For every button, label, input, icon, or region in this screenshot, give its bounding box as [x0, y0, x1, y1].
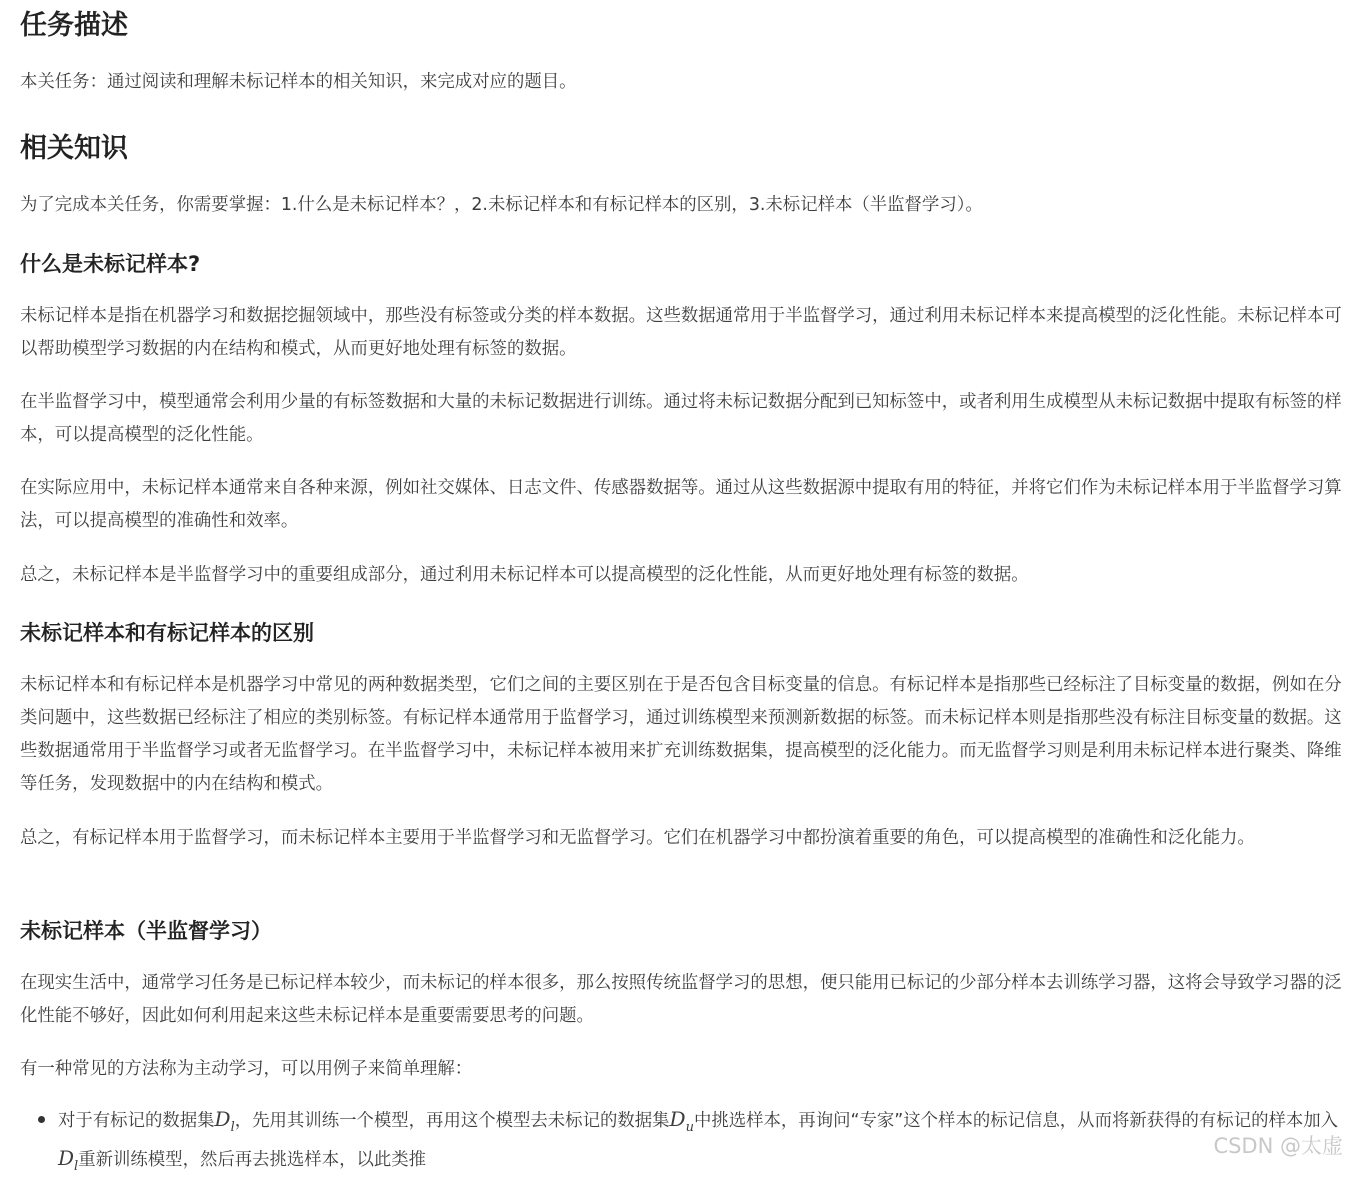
watermark: CSDN @太虚 — [1213, 1134, 1343, 1158]
heading-task-description: 任务描述 — [20, 10, 128, 41]
what-paragraph-3: 在实际应用中，未标记样本通常来自各种来源，例如社交媒体、日志文件、传感器数据等。通过从这些数据源中提取有用的特征，并将它们作为未标记样本用于半监督学习算法，可以提高模型的准确性和效率。 — [20, 478, 1342, 531]
heading-what-is-unlabeled: 什么是未标记样本? — [20, 252, 201, 276]
active-learning-list — [20, 1104, 1346, 1182]
bullet-text-4: 重新训练模型，然后再去挑选样本，以此类推 — [78, 1150, 427, 1170]
what-paragraph-1: 未标记样本是指在机器学习和数据挖掘领域中，那些没有标签或分类的样本数据。这些数据通常用于半监督学习，通过利用未标记样本来提高模型的泛化性能。未标记样本可以帮助模型学习数据的内在结构和模式，从而更好地处理有标签的数据。 — [20, 306, 1342, 359]
bullet-dot-icon — [38, 1116, 45, 1123]
heading-related-knowledge: 相关知识 — [20, 133, 128, 164]
math-dl: $D_l$ — [214, 1107, 235, 1135]
semi-paragraph-1: 在现实生活中，通常学习任务是已标记样本较少，而未标记的样本很多，那么按照传统监督学习的思想，便只能用已标记的少部分样本去训练学习器，这将会导致学习器的泛化性能不够好，因此如何利用起来这些未标记样本是重要需要思考的问题。 — [20, 973, 1342, 1026]
what-paragraph-4: 总之，未标记样本是半监督学习中的重要组成部分，通过利用未标记样本可以提高模型的泛化性能，从而更好地处理有标签的数据。 — [20, 565, 1029, 585]
diff-paragraph-2: 总之，有标记样本用于监督学习，而未标记样本主要用于半监督学习和无监督学习。它们在机器学习中都扮演着重要的角色，可以提高模型的准确性和泛化能力。 — [20, 828, 1255, 848]
diff-paragraph-1: 未标记样本和有标记样本是机器学习中常见的两种数据类型，它们之间的主要区别在于是否包含目标变量的信息。有标记样本是指那些已经标注了目标变量的数据，例如在分类问题中，这些数据已经标注了相应的类别标签。有标记样本通常用于监督学习，通过训练模型来预测新数据的标签。而未标记样本则是指那些没有标注目标变量的数据。这些数据通常用于半监督学习或者无监督学习。在半监督学习中，未标记样本被用来扩充训练数据集，提高模型的泛化能力。而无监督学习则是利用未标记样本进行聚类、降维等任务，发现数据中的内在结构和模式。 — [20, 675, 1342, 794]
task-paragraph: 本关任务：通过阅读和理解未标记样本的相关知识，来完成对应的题目。 — [20, 72, 577, 92]
bullet-text-3: 中挑选样本，再询问“专家”这个样本的标记信息，从而将新获得的有标记的样本加入 — [693, 1111, 1339, 1131]
semi-paragraph-2: 有一种常见的方法称为主动学习，可以用例子来简单理解： — [20, 1059, 473, 1079]
what-paragraph-2: 在半监督学习中，模型通常会利用少量的有标签数据和大量的未标记数据进行训练。通过将未标记数据分配到已知标签中，或者利用生成模型从未标记数据中提取有标签的样本，可以提高模型的泛化性能。 — [20, 392, 1342, 445]
list-item — [20, 1104, 1346, 1182]
bullet-text-1: 对于有标记的数据集 — [58, 1111, 215, 1131]
heading-difference: 未标记样本和有标记样本的区别 — [20, 621, 314, 645]
knowledge-paragraph: 为了完成本关任务，你需要掌握：1.什么是未标记样本？，2.未标记样本和有标记样本的区别，3.未标记样本（半监督学习）。 — [20, 195, 983, 215]
math-du: $D_u$ — [669, 1107, 694, 1135]
math-dl-2: $D_l$ — [58, 1146, 79, 1174]
heading-semi-supervised: 未标记样本（半监督学习） — [20, 919, 272, 943]
bullet-text-2: ，先用其训练一个模型，再用这个模型去未标记的数据集 — [234, 1111, 670, 1131]
